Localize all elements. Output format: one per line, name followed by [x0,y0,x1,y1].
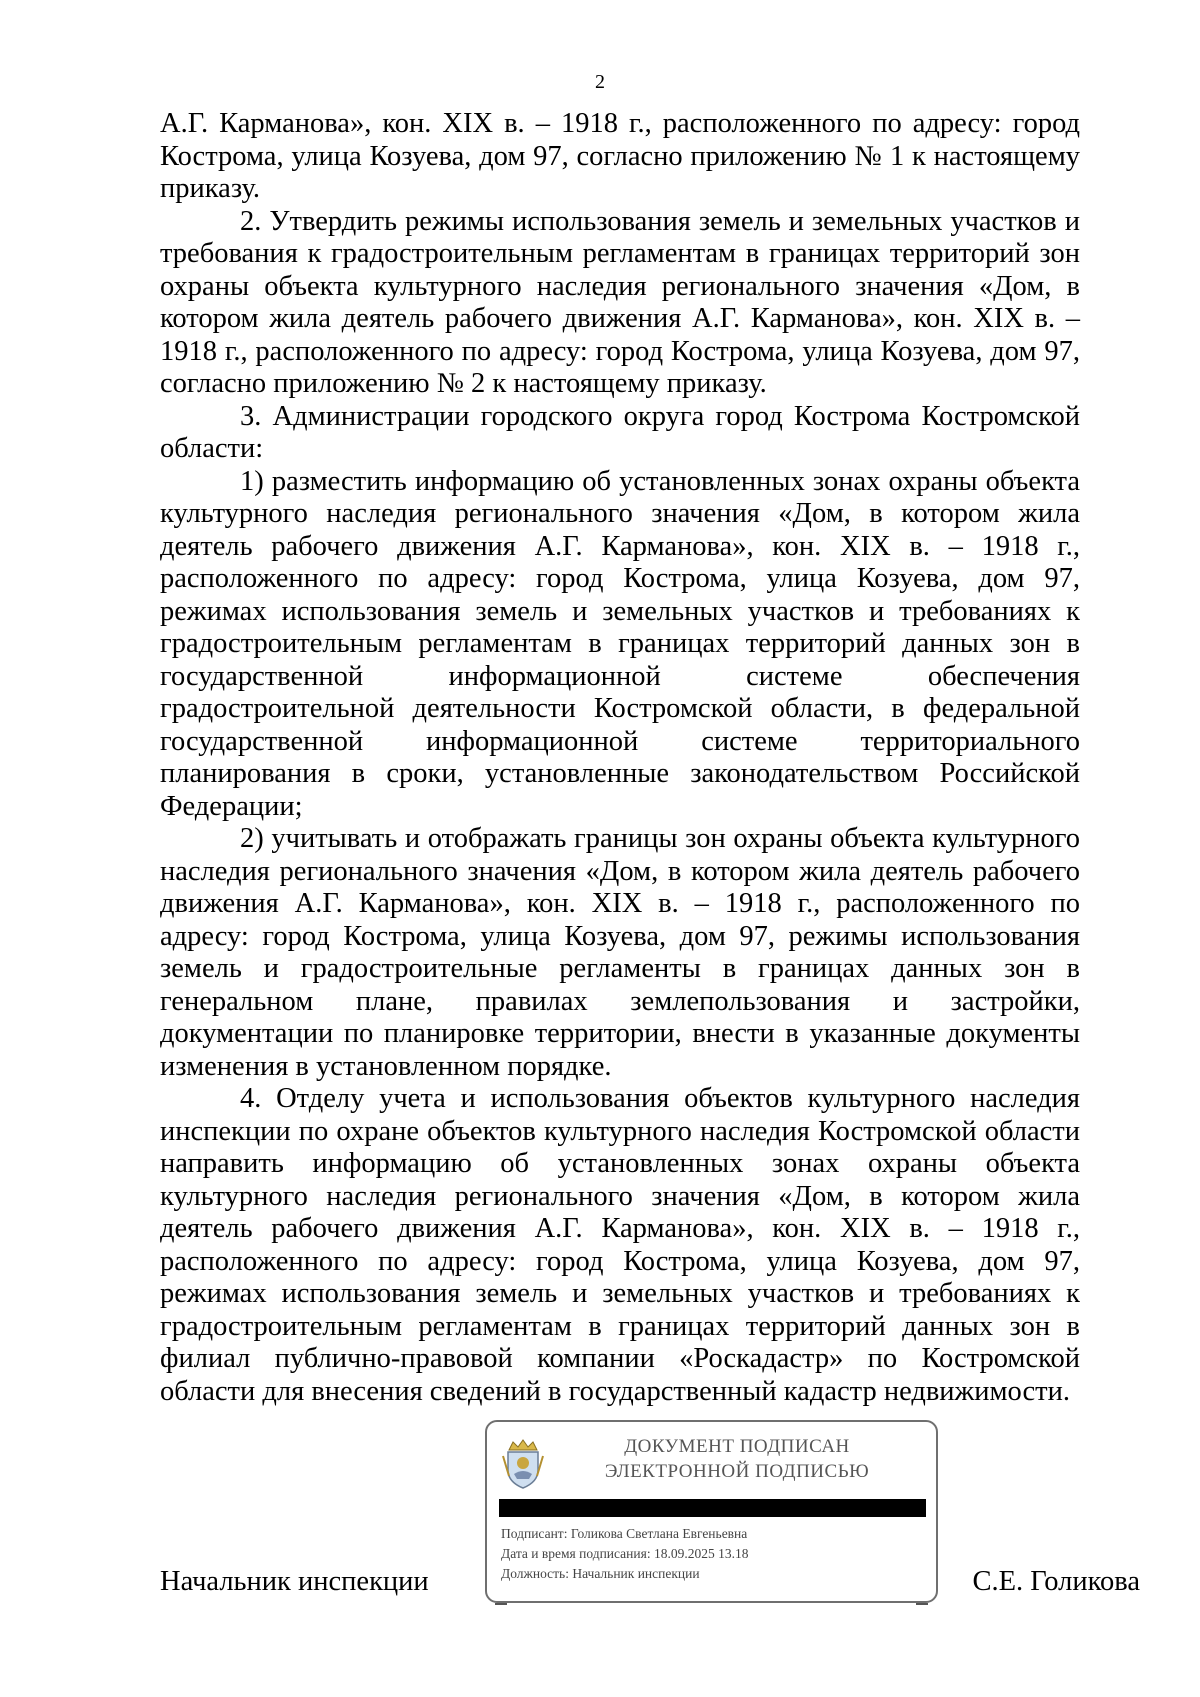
paragraph-continuation: А.Г. Карманова», кон. XIX в. – 1918 г., расположенного по адресу: город Кострома, улица Козуева, дом 97, согласно приложению № 1 к настоящему приказу. [160,108,1080,204]
paragraph-item-3-1: 1) разместить информацию об установленных зонах охраны объекта культурного наследия регионального значения «Дом, в котором жила деятель рабочего движения А.Г. Карманова», кон. XIX в. – 1918 г., расположенного по адресу: город Кострома, улица Козуева, дом 97, режимах использования земель и земельных участков и требованиях к градостроительным регламентам в границах территорий данных зон в государственной информационной системе обеспечения градостроительной деятельности Костромской области, в федеральной государственной информационной системе территориального планирования в сроки, установленные законодательством Российской Федерации; [160,465,1080,822]
coat-of-arms-icon [501,1436,545,1490]
redacted-certificate-bar [499,1499,926,1517]
paragraph-item-2: 2. Утвердить режимы использования земель и земельных участков и требования к градостроительным регламентам в границах территорий зон охраны объекта культурного наследия регионального значения «Дом, в котором жила деятель рабочего движения А.Г. Карманова», кон. XIX в. – 1918 г., расположенного по адресу: город Кострома, улица Козуева, дом 97, согласно приложению № 2 к настоящему приказу. [160,205,1080,399]
electronic-signature-stamp [485,1420,938,1603]
stamp-title-line1: ДОКУМЕНТ ПОДПИСАН [624,1436,850,1457]
stamp-title [567,1434,907,1484]
paragraph-item-4: 4. Отделу учета и использования объектов культурного наследия инспекции по охране объектов культурного наследия Костромской области направить информацию об установленных зонах охраны объекта культурного наследия регионального значения «Дом, в котором жила деятель рабочего движения А.Г. Карманова», кон. XIX в. – 1918 г., расположенного по адресу: город Кострома, улица Козуева, дом 97, режимах использования земель и земельных участков и требованиях к градостроительным регламентам в границах территорий данных зон в филиал публично-правовой компании «Роскадастр» по Костромской области для внесения сведений в государственный кадастр недвижимости. [160,1083,1080,1407]
stamp-position: Должность: Начальник инспекции [501,1566,700,1581]
paragraph-item-3: 3. Администрации городского округа город Кострома Костромской области: [160,400,1080,464]
page-number: 2 [595,71,605,93]
stamp-corner-mark [495,1603,507,1605]
stamp-signer: Подписант: Голикова Светлана Евгеньевна [501,1526,748,1541]
paragraph-item-3-2: 2) учитывать и отображать границы зон охраны объекта культурного наследия регионального значения «Дом, в котором жила деятель рабочего движения А.Г. Карманова», кон. XIX в. – 1918 г., расположенного по адресу: город Кострома, улица Козуева, дом 97, режимы использования земель и градостроительные регламенты в границах данных зон в генеральном плане, правилах землепользования и застройки, документации по планировке территории, внести в указанные документы изменения в установленном порядке. [160,823,1080,1082]
stamp-title-line2: ЭЛЕКТРОННОЙ ПОДПИСЬЮ [604,1461,870,1482]
signer-name: С.Е. Голикова [972,1566,1140,1597]
document-body [160,108,1080,1408]
signer-position: Начальник инспекции [160,1566,429,1597]
stamp-datetime: Дата и время подписания: 18.09.2025 13.18 [501,1546,749,1561]
stamp-details [501,1524,748,1584]
stamp-corner-mark [916,1603,928,1605]
